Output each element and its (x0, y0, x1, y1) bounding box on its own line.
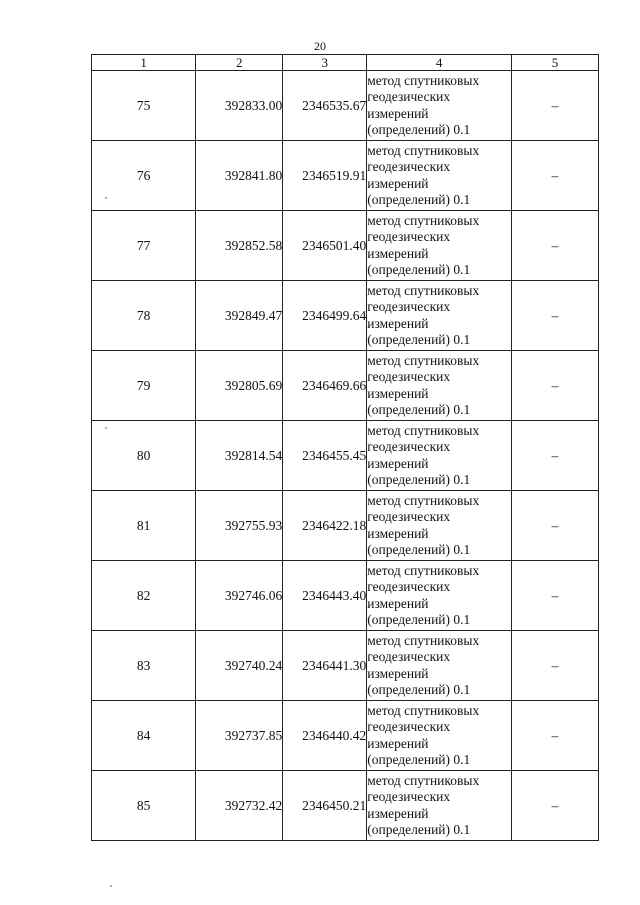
x-coordinate-cell: 392732.42 (196, 771, 283, 841)
method-cell (367, 561, 512, 631)
method-line: измерений (367, 735, 429, 751)
y-coordinate-cell: 2346455.45 (283, 421, 367, 491)
note-cell: – (511, 491, 598, 561)
method-line: (определений) 0.1 (367, 402, 471, 417)
y-coordinate-cell: 2346469.66 (283, 351, 367, 421)
method-line: измерений (367, 665, 429, 681)
table-row (92, 631, 599, 701)
note-cell: – (511, 71, 598, 141)
method-cell (367, 141, 512, 211)
method-line: метод спутниковых (367, 282, 480, 298)
page-number: 20 (314, 39, 326, 53)
table-row (92, 71, 599, 141)
x-coordinate-cell: 392740.24 (196, 631, 283, 701)
note-cell: – (511, 141, 598, 211)
note-cell: – (511, 561, 598, 631)
coordinates-table (91, 54, 599, 841)
method-line: измерений (367, 805, 429, 821)
method-line: измерений (367, 525, 429, 541)
point-number-cell: 75 (92, 71, 196, 141)
method-line: геодезических (367, 649, 451, 664)
y-coordinate-cell: 2346443.40 (283, 561, 367, 631)
method-line: метод спутниковых (367, 562, 480, 578)
point-number-cell: 79 (92, 351, 196, 421)
method-line: геодезических (367, 509, 451, 524)
method-line: (определений) 0.1 (367, 612, 471, 627)
table-row (92, 141, 599, 211)
point-number-cell: 78 (92, 281, 196, 351)
method-line: измерений (367, 175, 429, 191)
y-coordinate-cell: 2346440.42 (283, 701, 367, 771)
note-cell: – (511, 211, 598, 281)
method-line: геодезических (367, 89, 451, 104)
method-line: измерений (367, 105, 429, 121)
note-cell: – (511, 701, 598, 771)
method-line: (определений) 0.1 (367, 192, 471, 207)
table-row (92, 561, 599, 631)
table-row (92, 421, 599, 491)
header-cell-4: 4 (367, 55, 512, 71)
method-line: геодезических (367, 439, 451, 454)
method-line: метод спутниковых (367, 72, 480, 88)
x-coordinate-cell: 392833.00 (196, 71, 283, 141)
method-line: метод спутниковых (367, 632, 480, 648)
method-cell (367, 771, 512, 841)
table-row (92, 211, 599, 281)
point-number-cell: 85 (92, 771, 196, 841)
y-coordinate-cell: 2346519.91 (283, 141, 367, 211)
x-coordinate-cell: 392737.85 (196, 701, 283, 771)
x-coordinate-cell: 392814.54 (196, 421, 283, 491)
method-line: метод спутниковых (367, 142, 480, 158)
x-coordinate-cell: 392849.47 (196, 281, 283, 351)
x-coordinate-cell: 392841.80 (196, 141, 283, 211)
x-coordinate-cell: 392746.06 (196, 561, 283, 631)
method-line: измерений (367, 455, 429, 471)
y-coordinate-cell: 2346441.30 (283, 631, 367, 701)
method-cell (367, 281, 512, 351)
table-row (92, 701, 599, 771)
method-cell (367, 351, 512, 421)
x-coordinate-cell: 392755.93 (196, 491, 283, 561)
point-number-cell: 82 (92, 561, 196, 631)
method-cell (367, 211, 512, 281)
method-line: измерений (367, 385, 429, 401)
method-cell (367, 421, 512, 491)
note-cell: – (511, 771, 598, 841)
point-number-cell: 76 (92, 141, 196, 211)
y-coordinate-cell: 2346535.67 (283, 71, 367, 141)
note-cell: – (511, 631, 598, 701)
method-line: геодезических (367, 299, 451, 314)
table-row (92, 491, 599, 561)
y-coordinate-cell: 2346450.21 (283, 771, 367, 841)
scan-speck (105, 197, 107, 199)
method-line: геодезических (367, 159, 451, 174)
method-line: метод спутниковых (367, 422, 480, 438)
method-line: метод спутниковых (367, 492, 480, 508)
method-line: метод спутниковых (367, 352, 480, 368)
y-coordinate-cell: 2346422.18 (283, 491, 367, 561)
method-cell (367, 491, 512, 561)
point-number-cell: 77 (92, 211, 196, 281)
method-line: измерений (367, 245, 429, 261)
scan-speck (110, 885, 112, 887)
method-line: измерений (367, 595, 429, 611)
method-line: (определений) 0.1 (367, 822, 471, 837)
point-number-cell: 81 (92, 491, 196, 561)
method-cell (367, 701, 512, 771)
method-line: геодезических (367, 579, 451, 594)
method-line: измерений (367, 315, 429, 331)
method-line: геодезических (367, 369, 451, 384)
method-line: (определений) 0.1 (367, 332, 471, 347)
point-number-cell: 83 (92, 631, 196, 701)
method-line: метод спутниковых (367, 702, 480, 718)
method-line: метод спутниковых (367, 212, 480, 228)
method-line: (определений) 0.1 (367, 472, 471, 487)
method-cell (367, 71, 512, 141)
method-line: геодезических (367, 229, 451, 244)
header-cell-3: 3 (283, 55, 367, 71)
x-coordinate-cell: 392805.69 (196, 351, 283, 421)
table-row (92, 351, 599, 421)
table-row (92, 281, 599, 351)
method-line: (определений) 0.1 (367, 682, 471, 697)
method-line: (определений) 0.1 (367, 542, 471, 557)
scan-speck (105, 427, 107, 429)
method-line: геодезических (367, 789, 451, 804)
method-line: (определений) 0.1 (367, 752, 471, 767)
table-header-row (92, 55, 599, 71)
point-number-cell: 84 (92, 701, 196, 771)
header-cell-5: 5 (511, 55, 598, 71)
x-coordinate-cell: 392852.58 (196, 211, 283, 281)
note-cell: – (511, 351, 598, 421)
method-line: (определений) 0.1 (367, 122, 471, 137)
note-cell: – (511, 281, 598, 351)
header-cell-1: 1 (92, 55, 196, 71)
point-number-cell: 80 (92, 421, 196, 491)
y-coordinate-cell: 2346501.40 (283, 211, 367, 281)
table-row (92, 771, 599, 841)
header-cell-2: 2 (196, 55, 283, 71)
method-line: геодезических (367, 719, 451, 734)
note-cell: – (511, 421, 598, 491)
method-line: (определений) 0.1 (367, 262, 471, 277)
method-cell (367, 631, 512, 701)
table-body (92, 55, 599, 841)
method-line: метод спутниковых (367, 772, 480, 788)
y-coordinate-cell: 2346499.64 (283, 281, 367, 351)
